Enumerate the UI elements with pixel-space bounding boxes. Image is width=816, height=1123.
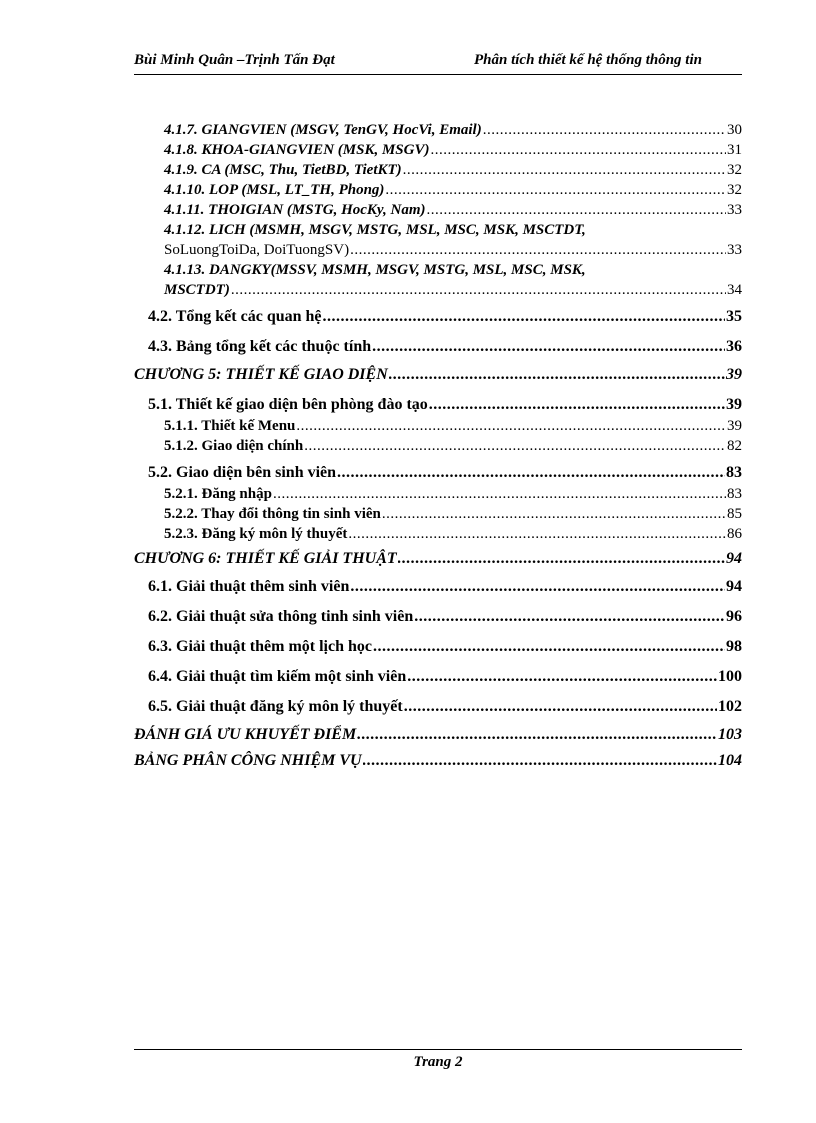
toc-page-number: 83: [727, 486, 742, 502]
leader-dots: [273, 484, 726, 504]
leader-dots: [403, 160, 726, 180]
leader-dots: [363, 748, 717, 774]
leader-dots: [373, 632, 725, 662]
toc-page-number: 83: [726, 464, 742, 481]
header-authors: Bùi Minh Quân –Trịnh Tấn Đạt: [134, 52, 335, 68]
toc-page-number: 104: [718, 752, 742, 769]
toc-entry-4-1-12-line2[interactable]: SoLuongToiDa, DoiTuongSV) ..... 33: [134, 240, 742, 260]
toc-entry-5-2-1[interactable]: 5.2.1. Đăng nhập ..... 83: [134, 484, 742, 504]
leader-dots: [350, 572, 725, 602]
toc-entry-4-1-12-line1[interactable]: 4.1.12. LICH (MSMH, MSGV, MSTG, MSL, MSC, MSK, MSCTDT,: [164, 222, 586, 238]
toc-entry-4-2[interactable]: 4.2. Tổng kết các quan hệ ..... 35: [134, 302, 742, 332]
leader-dots: [296, 416, 726, 436]
toc-entry-6-4[interactable]: 6.4. Giải thuật tìm kiếm một sinh viên ..... 100: [134, 662, 742, 692]
toc-page-number: 39: [727, 418, 742, 434]
toc-page-number: 35: [726, 308, 742, 325]
leader-dots: [398, 546, 725, 572]
leader-dots: [357, 722, 717, 748]
leader-dots: [348, 524, 726, 544]
leader-dots: [407, 662, 717, 692]
toc-page-number: 30: [727, 122, 742, 138]
toc-page-number: 39: [726, 366, 742, 383]
toc-entry-5-1-1[interactable]: 5.1.1. Thiết kế Menu ..... 39: [134, 416, 742, 436]
toc-page-number: 94: [726, 578, 742, 595]
toc-page-number: 86: [727, 526, 742, 542]
toc-entry-6-3[interactable]: 6.3. Giải thuật thêm một lịch học ..... 98: [134, 632, 742, 662]
toc-page-number: 32: [727, 182, 742, 198]
leader-dots: [304, 436, 726, 456]
toc-entry-6-1[interactable]: 6.1. Giải thuật thêm sinh viên ..... 94: [134, 572, 742, 602]
leader-dots: [350, 240, 726, 260]
toc-page-number: 98: [726, 638, 742, 655]
toc-page-number: 33: [727, 202, 742, 218]
toc-page-number: 39: [726, 396, 742, 413]
toc-entry-4-1-11[interactable]: 4.1.11. THOIGIAN (MSTG, HocKy, Nam) ..... 33: [134, 200, 742, 220]
toc-page-number: 33: [727, 242, 742, 258]
leader-dots: [385, 180, 726, 200]
toc-entry-4-1-13-line1[interactable]: 4.1.13. DANGKY(MSSV, MSMH, MSGV, MSTG, MSL, MSC, MSK,: [164, 262, 586, 278]
leader-dots: [404, 692, 717, 722]
toc-chapter-6[interactable]: CHƯƠNG 6: THIẾT KẾ GIẢI THUẬT ..... 94: [134, 546, 742, 572]
header-title: Phân tích thiết kế hệ thống thông tin: [474, 52, 702, 68]
leader-dots: [429, 394, 725, 416]
toc-entry-4-1-8[interactable]: 4.1.8. KHOA-GIANGVIEN (MSK, MSGV) ..... 31: [134, 140, 742, 160]
page-footer: [134, 1049, 742, 1071]
leader-dots: [337, 462, 725, 484]
toc-page-number: 32: [727, 162, 742, 178]
leader-dots: [430, 140, 726, 160]
toc-entry-6-2[interactable]: 6.2. Giải thuật sửa thông tinh sinh viên ..... 96: [134, 602, 742, 632]
leader-dots: [389, 362, 725, 388]
toc-entry-5-1[interactable]: 5.1. Thiết kế giao diện bên phòng đào tạo ..... 39: [134, 394, 742, 416]
leader-dots: [427, 200, 726, 220]
leader-dots: [483, 120, 726, 140]
toc-page-number: 94: [726, 550, 742, 567]
toc-entry-4-1-7[interactable]: 4.1.7. GIANGVIEN (MSGV, TenGV, HocVi, Email) ..... 30: [134, 120, 742, 140]
table-of-contents: [134, 120, 742, 774]
toc-entry-4-1-10[interactable]: 4.1.10. LOP (MSL, LT_TH, Phong) ..... 32: [134, 180, 742, 200]
toc-page-number: 103: [718, 726, 742, 743]
leader-dots: [231, 280, 726, 300]
toc-page-number: 96: [726, 608, 742, 625]
toc-page-number: 34: [727, 282, 742, 298]
footer-page-number: Trang 2: [413, 1054, 463, 1070]
toc-entry-5-2-2[interactable]: 5.2.2. Thay đổi thông tin sinh viên ..... 85: [134, 504, 742, 524]
leader-dots: [323, 302, 725, 332]
toc-entry-6-5[interactable]: 6.5. Giải thuật đăng ký môn lý thuyết ..... 102: [134, 692, 742, 722]
page-header: [134, 50, 742, 75]
toc-entry-4-3[interactable]: 4.3. Bảng tổng kết các thuộc tính ..... 36: [134, 332, 742, 362]
toc-page-number: 102: [718, 698, 742, 715]
toc-page-number: 82: [727, 438, 742, 454]
toc-entry-5-1-2[interactable]: 5.1.2. Giao diện chính ..... 82: [134, 436, 742, 456]
toc-evaluation[interactable]: ĐÁNH GIÁ ƯU KHUYẾT ĐIỂM ..... 103: [134, 722, 742, 748]
toc-entry-5-2[interactable]: 5.2. Giao diện bên sinh viên ..... 83: [134, 462, 742, 484]
toc-chapter-5[interactable]: CHƯƠNG 5: THIẾT KẾ GIAO DIỆN ..... 39: [134, 362, 742, 388]
toc-entry-4-1-9[interactable]: 4.1.9. CA (MSC, Thu, TietBD, TietKT) ..... 32: [134, 160, 742, 180]
toc-page-number: 31: [727, 142, 742, 158]
toc-entry-5-2-3[interactable]: 5.2.3. Đăng ký môn lý thuyết ..... 86: [134, 524, 742, 544]
toc-entry-4-1-13-line2[interactable]: MSCTDT) ..... 34: [134, 280, 742, 300]
leader-dots: [382, 504, 726, 524]
toc-page-number: 85: [727, 506, 742, 522]
leader-dots: [372, 332, 725, 362]
toc-task-assignment[interactable]: BẢNG PHÂN CÔNG NHIỆM VỤ ..... 104: [134, 748, 742, 774]
toc-page-number: 36: [726, 338, 742, 355]
toc-page-number: 100: [718, 668, 742, 685]
leader-dots: [414, 602, 725, 632]
